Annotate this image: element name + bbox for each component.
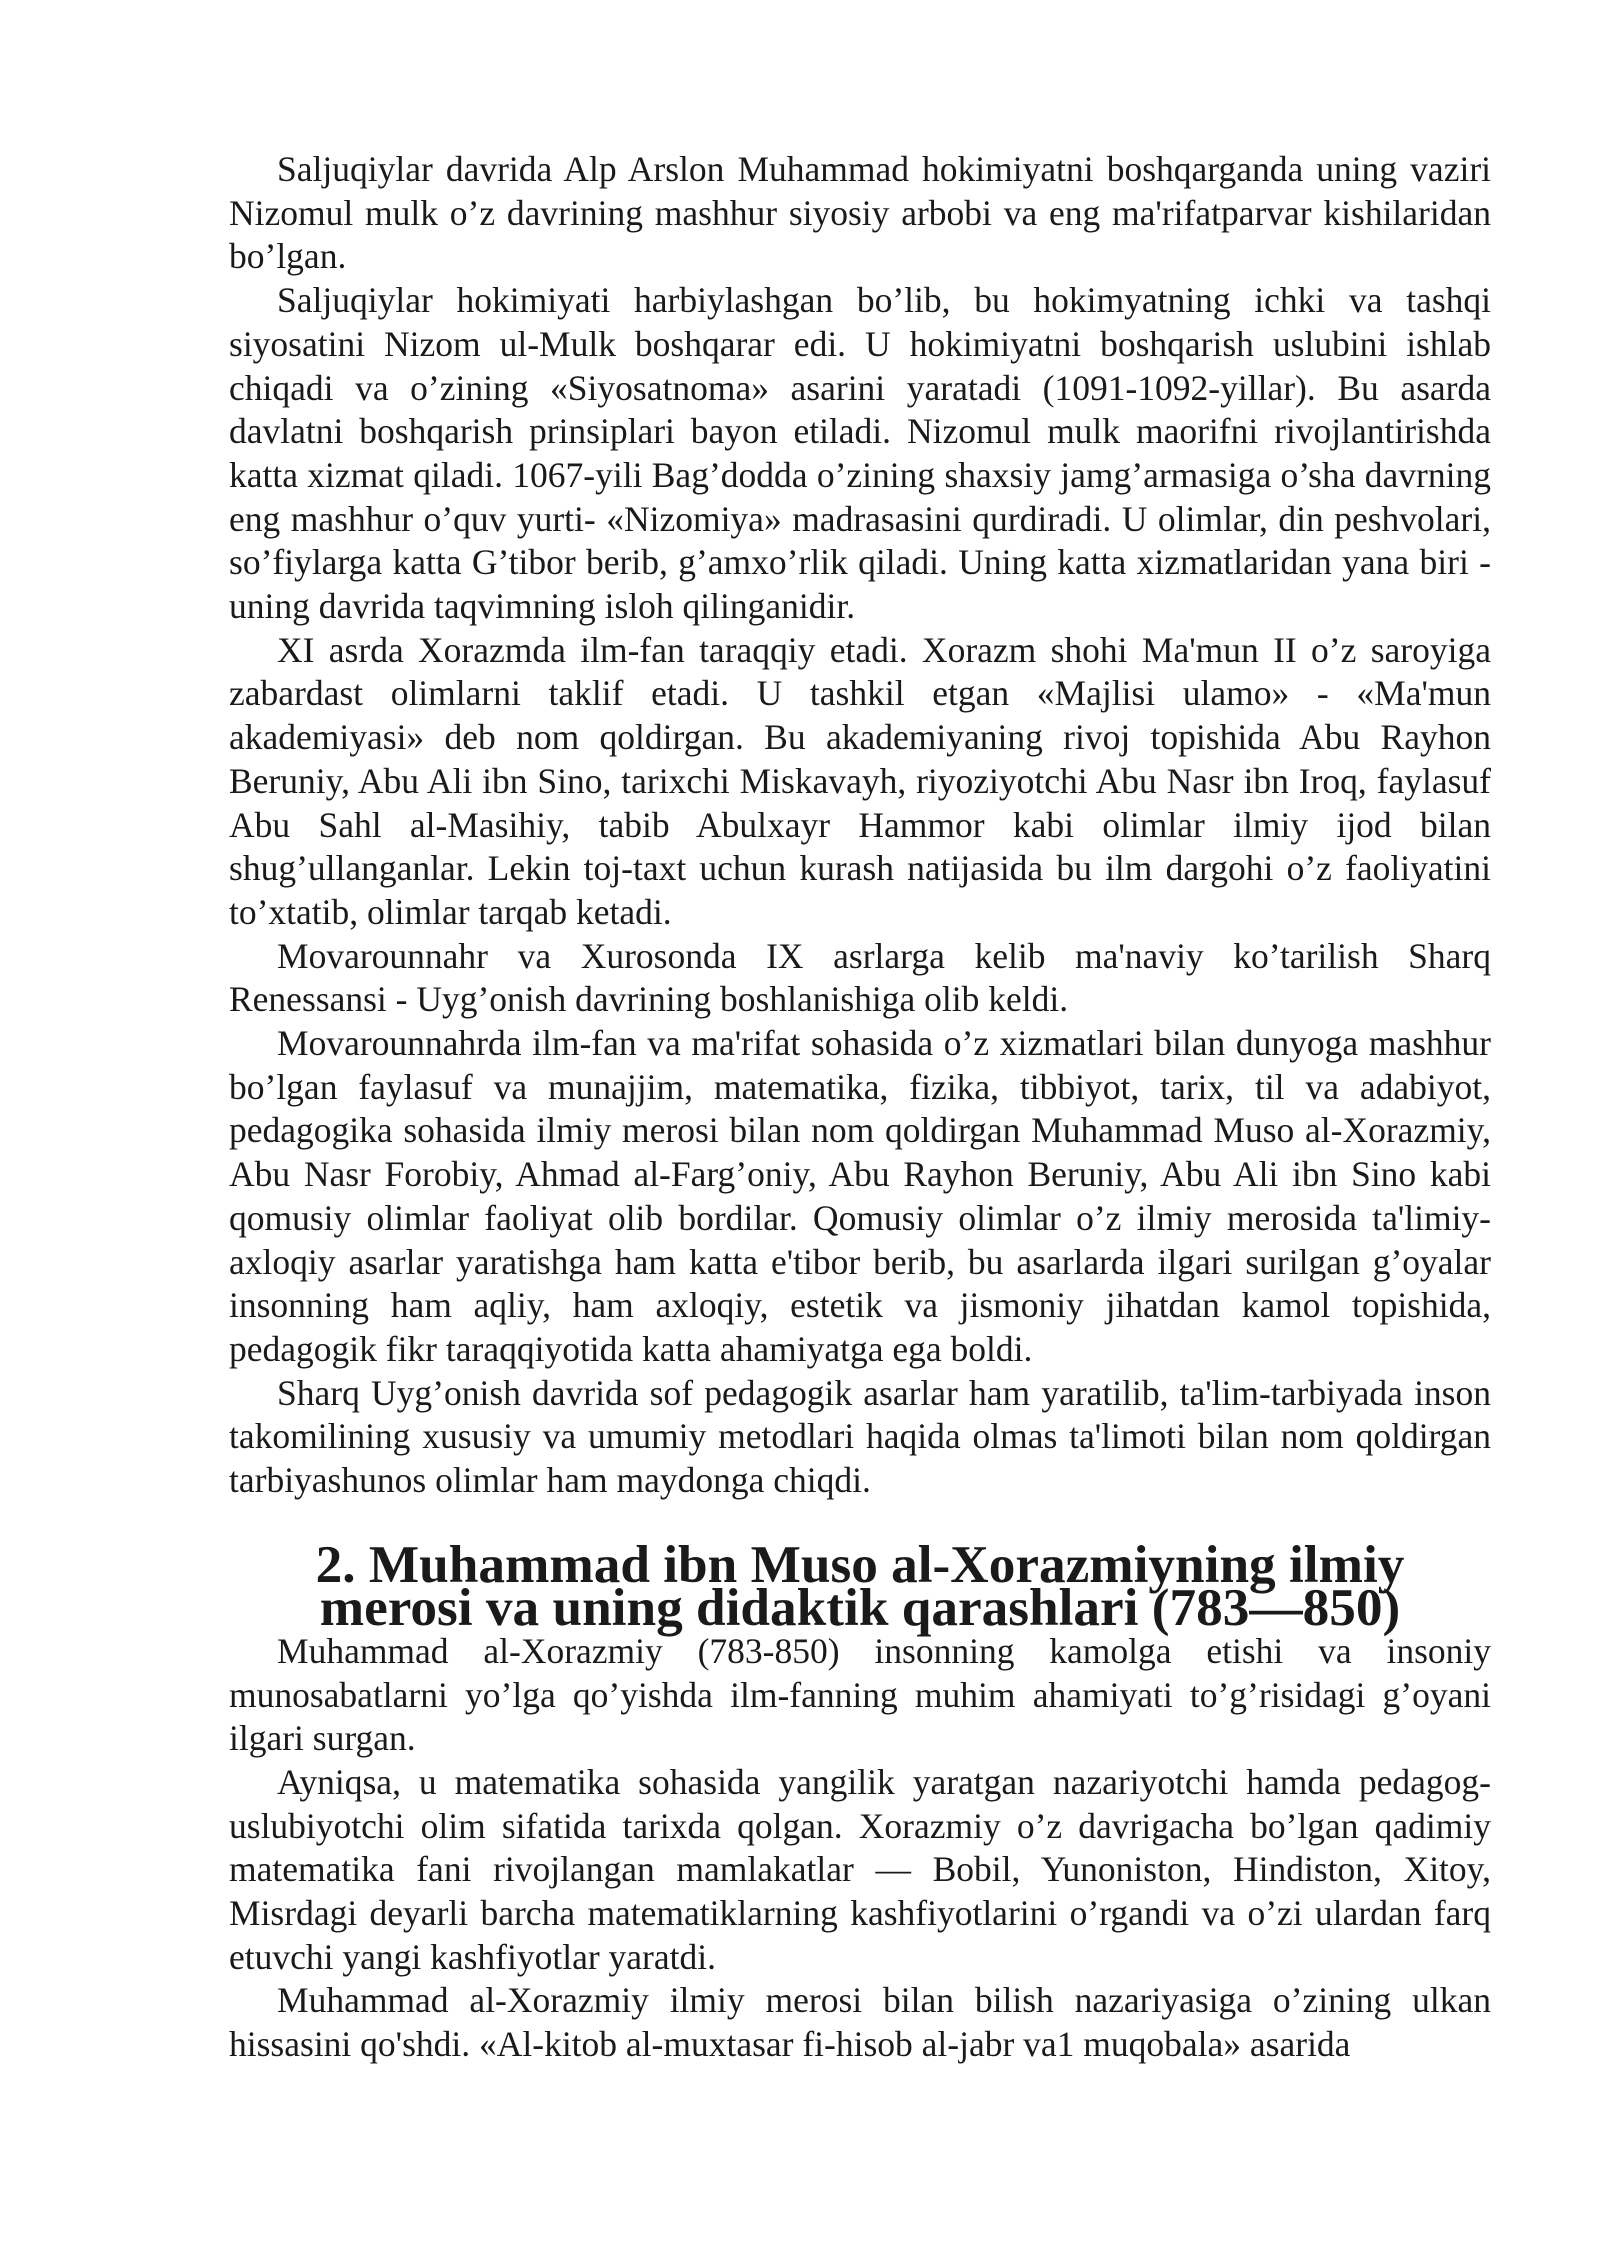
- section-heading: 2. Muhammad ibn Muso al-Xorazmiyning ilmiy merosi va uning didaktik qarashlari (783—850): [315, 1534, 1405, 1638]
- paragraph-qomusiy-olimlar: Movarounnahrda ilm-fan va ma'rifat sohasida o’z xizmatlari bilan dunyoga mashhur bo’lgan faylasuf va munajjim, matematika, fizika, tibbiyot, tarix, til va adabiyot, pedagogika sohasida ilmiy merosi bilan nom qoldirgan Muhammad Muso al-Xorazmiy, Abu Nasr Forobiy, Ahmad al-Farg’oniy, Abu Rayhon Beruniy, Abu Ali ibn Sino kabi qomusiy olimlar faoliyat olib bordilar. Qomusiy olimlar o’z ilmiy merosida ta'limiy-axloqiy asarlar yaratishga ham katta e'tibor berib, bu asarlarda ilgari surilgan g’oyalar insonning ham aqliy, ham axloqiy, estetik va jismoniy jihatdan kamol topishida, pedagogik fikr taraqqiyotida katta ahamiyatga ega boldi.: [229, 1023, 1491, 1369]
- paragraph-xorazm-ilm-fan: XI asrda Xorazmda ilm-fan taraqqiy etadi. Xorazm shohi Ma'mun II o’z saroyiga zabardast olimlarni taklif etadi. U tashkil etgan «Majlisi ulamo» - «Ma'mun akademiyasi» deb nom qoldirgan. Bu akademiyaning rivoj topishida Abu Rayhon Beruniy, Abu Ali ibn Sino, tarixchi Miskavayh, riyoziyotchi Abu Nasr ibn Iroq, faylasuf Abu Sahl al-Masihiy, tabib Abulxayr Hammor kabi olimlar ilmiy ijod bilan shug’ullanganlar. Lekin toj-taxt uchun kurash natijasida bu ilm dargohi o’z faoliyatini to’xtatib, olimlar tarqab ketadi.: [229, 629, 1491, 932]
- paragraph-xorazmiy-ilmiy-meros: Muhammad al-Xorazmiy ilmiy merosi bilan bilish nazariyasiga o’zining ulkan hissasini qo'shdi. «Al-kitob al-muxtasar fi-hisob al-jabr va1 muqobala» asarida: [229, 1980, 1491, 2065]
- paragraph-xorazmiy-intro: Muhammad al-Xorazmiy (783-850) insonning kamolga etishi va insoniy munosabatlarni yo’lga qo’yishda ilm-fanning muhim ahamiyati to’g’risidagi g’oyani ilgari surgan.: [229, 1630, 1491, 1759]
- paragraph-nizomul-mulk: Saljuqiylar davrida Alp Arslon Muhammad hokimiyatni boshqarganda uning vaziri Nizomul mulk o’z davrining mashhur siyosiy arbobi va eng ma'rifatparvar kishilaridan bo’lgan.: [229, 149, 1491, 277]
- paragraph-xorazmiy-matematika: Ayniqsa, u matematika sohasida yangilik yaratgan nazariyotchi hamda pedagog-uslubiyotchi olim sifatida tarixda qolgan. Xorazmiy o’z davrigacha bo’lgan qadimiy matematika fani rivojlangan mamlakatlar — Bobil, Yunoniston, Hindiston, Xitoy, Misrdagi deyarli barcha matematiklarning kashfiyotlarini o’rgandi va o’zi ulardan farq etuvchi yangi kashfiyotlar yaratdi.: [229, 1761, 1491, 1977]
- paragraph-saljuqiylar-hokimiyati: Saljuqiylar hokimiyati harbiylashgan bo’lib, bu hokimyatning ichki va tashqi siyosatini Nizom ul-Mulk boshqarar edi. U hokimiyatni boshqarish uslubini ishlab chiqadi va o’zining «Siyosatnoma» asarini yaratadi (1091-1092-yillar). Bu asarda davlatni boshqarish prinsiplari bayon etiladi. Nizomul mulk maorifni rivojlantirishda katta xizmat qiladi. 1067-yili Bag’dodda o’zining shaxsiy jamg’armasiga o’sha davrning eng mashhur o’quv yurti- «Nizomiya» madrasasini qurdiradi. U olimlar, din peshvolari, so’fiylarga katta G’tibor berib, g’amxo’rlik qiladi. Uning katta xizmatlaridan yana biri - uning davrida taqvimning isloh qilinganidir.: [229, 280, 1491, 627]
- paragraph-tarbiyashunos-olimlar: Sharq Uyg’onish davrida sof pedagogik asarlar ham yaratilib, ta'lim-tarbiyada inson takomilining xususiy va umumiy metodlari haqida olmas ta'limoti bilan nom qoldirgan tarbiyashunos olimlar ham maydonga chiqdi.: [229, 1372, 1491, 1501]
- paragraph-sharq-renessansi: Movarounnahr va Xurosonda IX asrlarga kelib ma'naviy ko’tarilish Sharq Renessansi - Uyg’onish davrining boshlanishiga olib keldi.: [229, 935, 1491, 1020]
- document-page: [229, 148, 1491, 2067]
